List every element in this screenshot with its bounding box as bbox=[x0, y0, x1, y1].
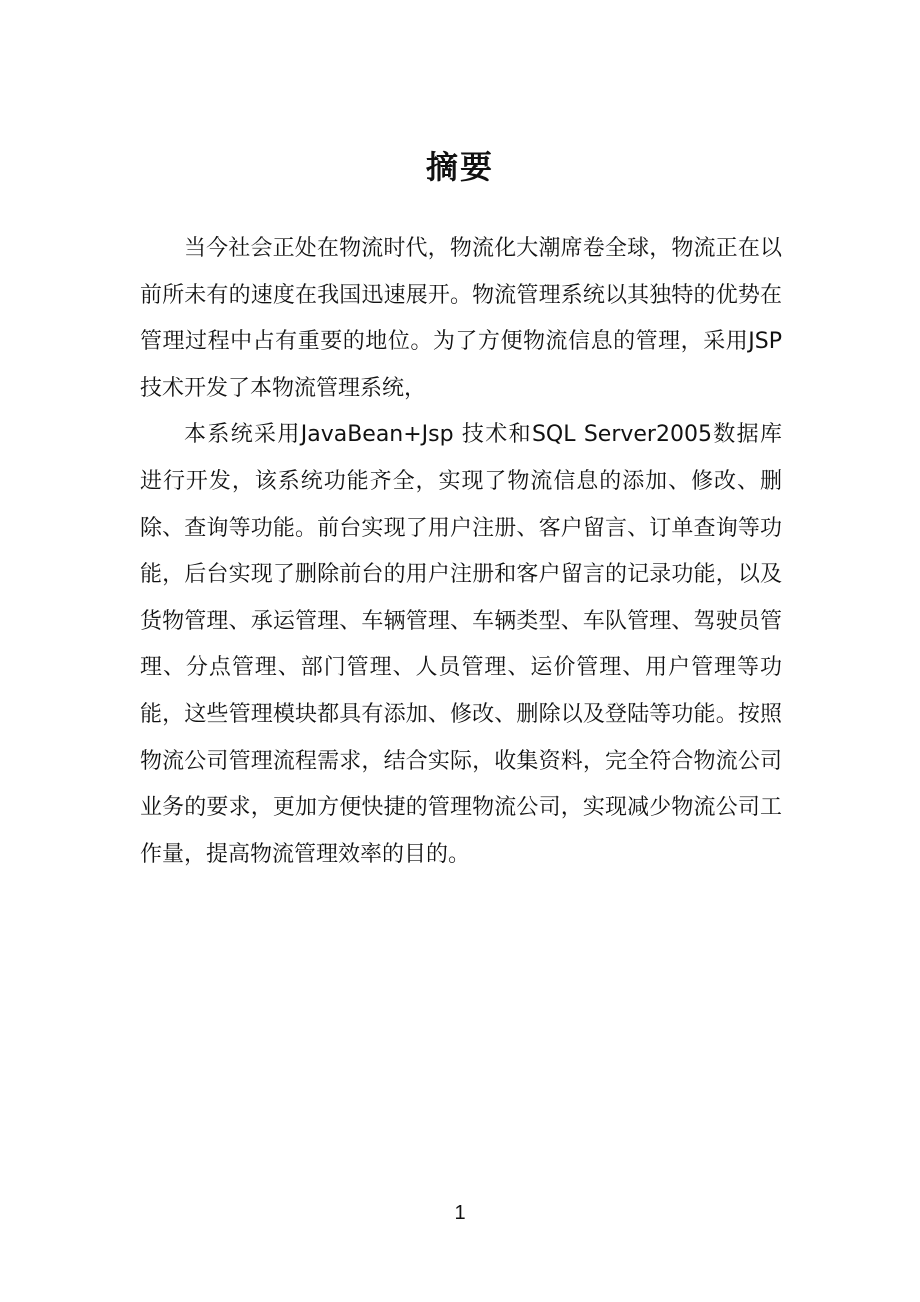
abstract-body bbox=[140, 226, 782, 878]
abstract-paragraph-1: 当今社会正处在物流时代，物流化大潮席卷全球，物流正在以前所未有的速度在我国迅速展开。物流管理系统以其独特的优势在管理过程中占有重要的地位。为了方便物流信息的管理，采用JSP技术开发了本物流管理系统， bbox=[140, 236, 782, 401]
page-number: 1 bbox=[454, 1202, 466, 1224]
page-title: 摘要 bbox=[425, 148, 494, 186]
abstract-paragraph-2: 本系统采用JavaBean+Jsp 技术和SQL Server2005数据库进行开发，该系统功能齐全，实现了物流信息的添加、修改、删除、查询等功能。前台实现了用户注册、客户留言、订单查询等功能，后台实现了删除前台的用户注册和客户留言的记录功能，以及货物管理、承运管理、车辆管理、车辆类型、车队管理、驾驶员管理、分点管理、部门管理、人员管理、运价管理、用户管理等功能，这些管理模块都具有添加、修改、删除以及登陆等功能。按照物流公司管理流程需求，结合实际，收集资料，完全符合物流公司业务的要求，更加方便快捷的管理物流公司，实现减少物流公司工作量，提高物流管理效率的目的。 bbox=[140, 422, 782, 867]
